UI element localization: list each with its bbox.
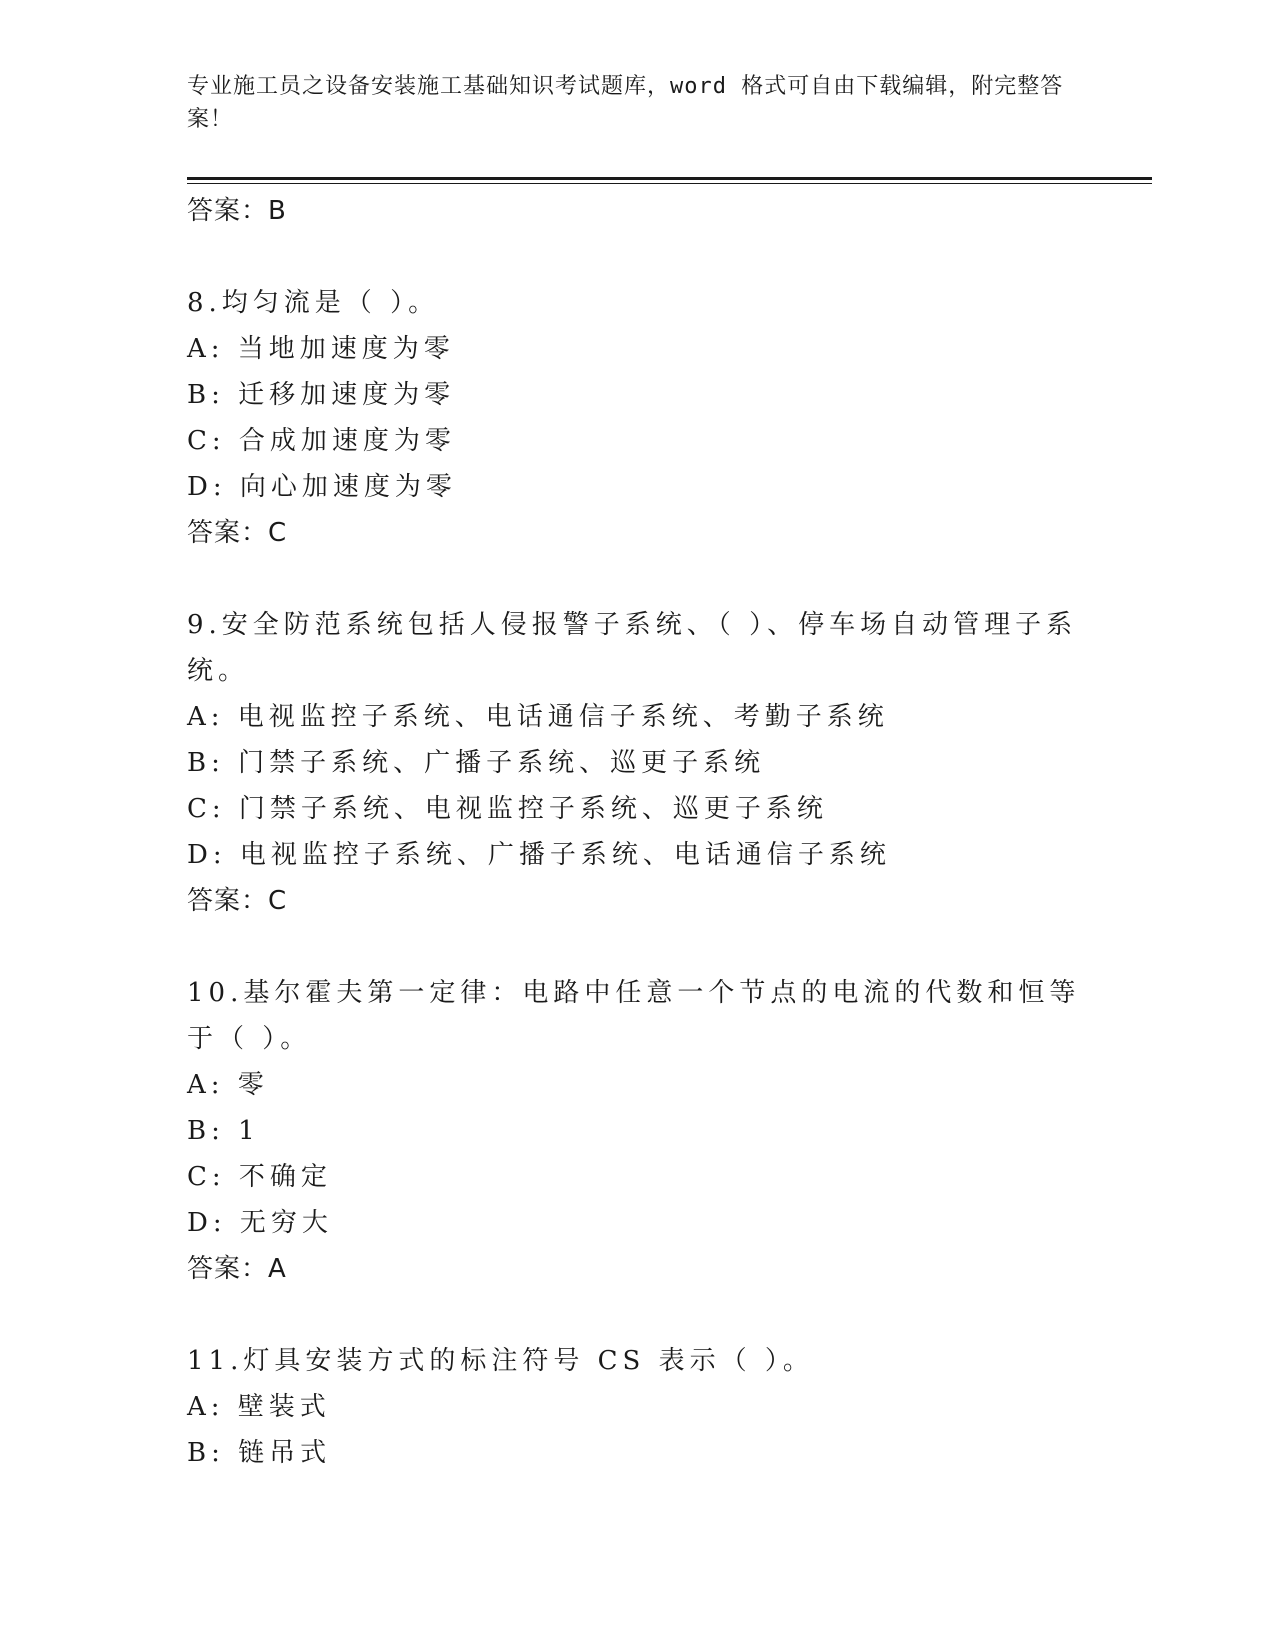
option-a: A: 当地加速度为零 [187,334,455,364]
option-d: D: 向心加速度为零 [187,472,457,502]
option-c: C: 合成加速度为零 [187,426,456,456]
answer-line: 答案：C [187,886,288,916]
answer-line: 答案：A [187,1254,287,1284]
option-a: A: 电视监控子系统、电话通信子系统、考勤子系统 [187,702,889,732]
answer-line: 答案：C [187,518,288,548]
header-divider-thick [187,177,1152,180]
document-header: 专业施工员之设备安装施工基础知识考试题库，word 格式可自由下载编辑，附完整答案！ [187,74,1064,132]
option-a: A: 零 [187,1070,269,1100]
question-text: 11.灯具安装方式的标注符号 CS 表示（ ）。 [187,1346,814,1376]
option-b: B: 链吊式 [187,1438,332,1468]
option-b: B: 门禁子系统、广播子系统、巡更子系统 [187,748,766,778]
option-d: D: 无穷大 [187,1208,333,1238]
option-d: D: 电视监控子系统、广播子系统、电话通信子系统 [187,840,891,870]
option-c: C: 门禁子系统、电视监控子系统、巡更子系统 [187,794,828,824]
question-text: 9.安全防范系统包括人侵报警子系统、（ ）、停车场自动管理子系统。 [187,610,1078,686]
answer-line: 答案：B [187,196,287,226]
question-11 [187,1338,1087,1476]
question-text: 10.基尔霍夫第一定律：电路中任意一个节点的电流的代数和恒等于（ ）。 [187,978,1081,1054]
option-a: A: 壁装式 [187,1392,331,1422]
question-list [187,188,1087,1476]
header-divider-thin [187,183,1152,184]
option-b: B: 迁移加速度为零 [187,380,456,410]
question-text: 8.均匀流是（ ）。 [187,288,440,318]
question-8 [187,280,1087,556]
option-c: C: 不确定 [187,1162,332,1192]
question-9 [187,602,1087,924]
question-10 [187,970,1087,1292]
option-b: B: 1 [187,1116,260,1146]
